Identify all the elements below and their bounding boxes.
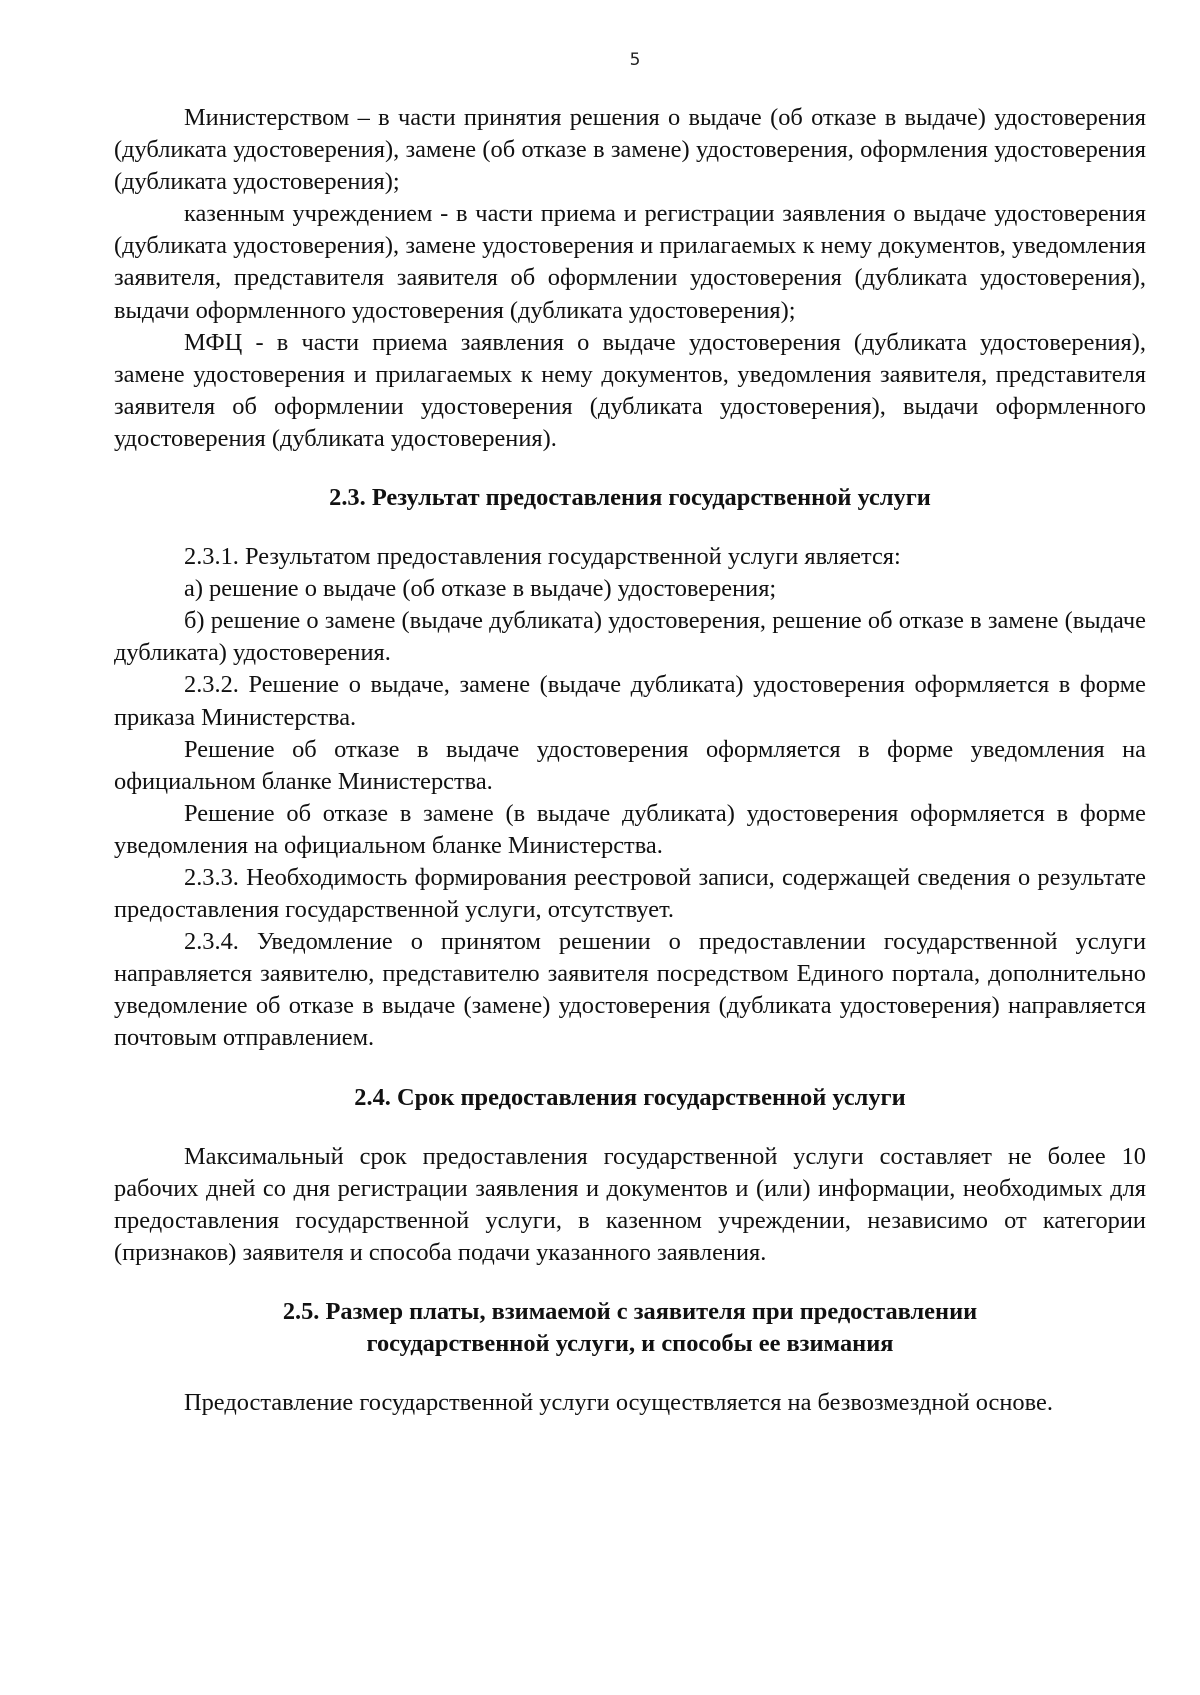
- paragraph-2-4-term: Максимальный срок предоставления государственной услуги составляет не более 10 рабочих дней со дня регистрации заявления и документов и (или) информации, необходимых для предоставления государственной услуги, в казенном учреждении, независимо от категории (признаков) заявителя и способа подачи указанного заявления.: [114, 1142, 1146, 1266]
- paragraph-refusal-issue: Решение об отказе в выдаче удостоверения оформляется в форме уведомления на официальном бланке Министерства.: [114, 735, 1146, 795]
- paragraph-refusal-replace: Решение об отказе в замене (в выдаче дубликата) удостоверения оформляется в форме уведомления на официальном бланке Министерства.: [114, 799, 1146, 859]
- section-heading-2-4: 2.4. Срок предоставления государственной услуги: [354, 1083, 906, 1111]
- section-heading-2-3: 2.3. Результат предоставления государственной услуги: [329, 484, 931, 512]
- section-heading-2-5-line2: государственной услуги, и способы ее взимания: [366, 1329, 894, 1357]
- paragraph-2-3-1-a: а) решение о выдаче (об отказе в выдаче) удостоверения;: [184, 575, 777, 603]
- document-body: [114, 102, 1146, 1419]
- paragraph-2-3-4: 2.3.4. Уведомление о принятом решении о предоставлении государственной услуги направляется заявителю, представителю заявителя посредством Единого портала, дополнительно уведомление об отказе в выдаче (замене) удостоверения (дубликата удостоверения) направляется почтовым отправлением.: [114, 928, 1146, 1052]
- paragraph-ministry-role: Министерством – в части принятия решения о выдаче (об отказе в выдаче) удостоверения (дубликата удостоверения), замене (об отказе в замене) удостоверения, оформления удостоверения (дубликата удостоверения);: [114, 104, 1146, 196]
- paragraph-2-5-fee: Предоставление государственной услуги осуществляется на безвозмездной основе.: [184, 1388, 1053, 1416]
- page-number: 5: [629, 50, 641, 70]
- paragraph-2-3-1-b: б) решение о замене (выдаче дубликата) удостоверения, решение об отказе в замене (выдаче дубликата) удостоверения.: [114, 607, 1146, 667]
- section-heading-2-5-line1: 2.5. Размер платы, взимаемой с заявителя при предоставлении: [282, 1297, 978, 1325]
- paragraph-2-3-3: 2.3.3. Необходимость формирования реестровой записи, содержащей сведения о результате предоставления государственной услуги, отсутствует.: [114, 863, 1146, 924]
- paragraph-2-3-2: 2.3.2. Решение о выдаче, замене (выдаче дубликата) удостоверения оформляется в форме приказа Министерства.: [114, 671, 1146, 731]
- section-heading-2-5: [114, 1296, 1146, 1360]
- paragraph-2-3-1: 2.3.1. Результатом предоставления государственной услуги является:: [184, 543, 901, 571]
- paragraph-mfc-role: МФЦ - в части приема заявления о выдаче удостоверения (дубликата удостоверения), замене удостоверения и прилагаемых к нему документов, уведомления заявителя, представителя заявителя об оформлении удостоверения (дубликата удостоверения), выдачи оформленного удостоверения (дубликата удостоверения).: [114, 328, 1146, 452]
- paragraph-institution-role: казенным учреждением - в части приема и регистрации заявления о выдаче удостоверения (дубликата удостоверения), замене удостоверения и прилагаемых к нему документов, уведомления заявителя, представителя заявителя об оформлении удостоверения (дубликата удостоверения), выдачи оформленного удостоверения (дубликата удостоверения);: [114, 200, 1146, 324]
